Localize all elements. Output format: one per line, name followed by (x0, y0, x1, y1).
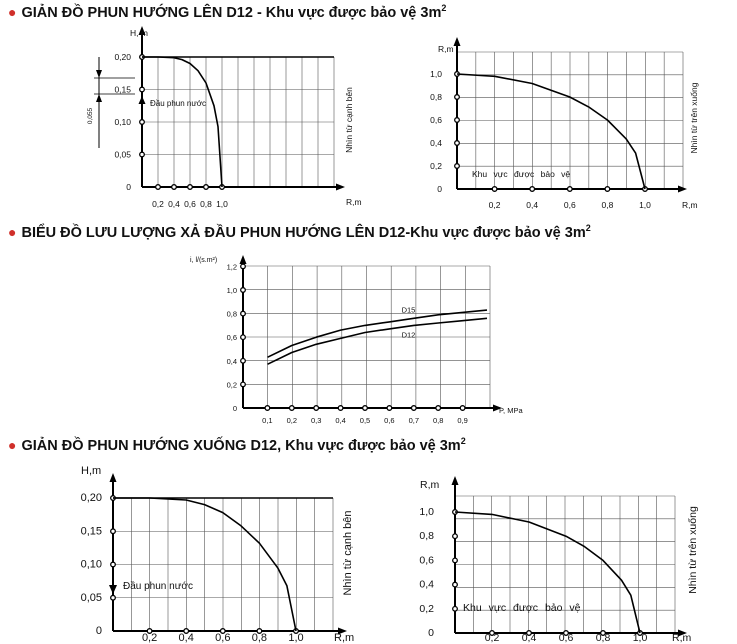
up-top-y-tick-marker (455, 95, 460, 100)
up-side-dimension-arrow-icon (96, 94, 102, 102)
down-top-y-axis-label: R,m (420, 479, 440, 491)
flow-y-tick-marker (241, 288, 246, 293)
up-side-y-tick-marker (140, 87, 145, 92)
down-side-x-axis-label: R,m (334, 632, 355, 644)
flow-x-tick-label: 0,3 (310, 416, 322, 425)
down-side-y-axis-label: H,m (81, 465, 102, 477)
up-side-annotation: Đầu phun nước (150, 99, 206, 108)
down-top-series-line (455, 512, 640, 633)
down-top-y-tick-label: 0,4 (419, 578, 434, 591)
up-side-dimension-label: 0,055 (87, 107, 94, 125)
flow-y-tick-label: 0,8 (226, 309, 237, 319)
up-top-x-tick-label: 0,6 (563, 200, 576, 210)
flow-x-tick-marker (314, 406, 319, 411)
up-side-y-tick-label: 0,20 (114, 52, 131, 62)
flow-y-tick-label: 1,2 (226, 262, 237, 272)
down-side-x-tick-label: 0,4 (178, 632, 194, 644)
flow-x-tick-marker (363, 406, 368, 411)
flow-y-tick-label: 0,6 (226, 333, 237, 343)
up-top-annotation: Khu vực được bảo vệ (472, 169, 571, 179)
down-top-x-tick-label: 1,0 (632, 632, 648, 644)
flow-x-tick-label: 0,1 (262, 416, 273, 425)
up-side-y-tick-marker (140, 152, 145, 157)
up-top-x-tick-marker (568, 187, 573, 192)
down-side-annotation: Đầu phun nước (123, 581, 193, 592)
up-side-x-tick-label: 0,6 (184, 199, 196, 209)
flow-x-tick-marker (387, 406, 392, 411)
up-top-x-tick-marker (605, 187, 610, 192)
down-side-y-arrow-icon (110, 473, 117, 482)
up-top-y-tick-marker (455, 118, 460, 123)
down-top-x-tick-label: 0,2 (484, 632, 500, 644)
flow-series-label: D15 (401, 305, 416, 315)
up-top-x-tick-label: 1,0 (639, 200, 651, 210)
flow-x-tick-label: 0,8 (432, 416, 444, 425)
up-top-y-tick-label: 0,6 (430, 115, 442, 125)
down-top-y-tick-marker (453, 582, 458, 587)
superscript: 2 (441, 3, 447, 13)
down-top-y-tick-label: 0,8 (419, 530, 434, 543)
up-top-y-tick-label: 0,8 (430, 92, 442, 102)
down-side-x-tick-label: 0,8 (251, 632, 268, 644)
flow-x-axis-label: P, MPa (499, 406, 523, 415)
up-side-x-tick-marker (188, 185, 193, 190)
down-side-y-tick-label: 0,10 (80, 558, 102, 571)
up-top-x-tick-label: 0,8 (601, 200, 614, 210)
up-side-y-tick-label: 0 (126, 182, 131, 192)
down-top-x-tick-label: 0,6 (558, 632, 574, 644)
flow-x-tick-label: 0,4 (335, 416, 346, 425)
flow-x-tick-marker (290, 406, 295, 411)
up-side-dimension-arrow-icon (96, 70, 102, 78)
flow-x-tick-label: 0,9 (457, 416, 468, 425)
up-side-y-tick-label: 0,05 (114, 149, 131, 160)
up-side-x-tick-marker (156, 185, 161, 190)
down-top-x-tick-label: 0,8 (595, 632, 611, 644)
up-side-x-tick-label: 1,0 (216, 199, 228, 209)
down-side-y-tick-label: 0 (95, 625, 102, 637)
flow-y-tick-label: 1,0 (226, 286, 237, 295)
flow-series-line (267, 318, 487, 364)
up-top-x-axis-label: R,m (682, 200, 698, 210)
down-side-y-tick-marker (111, 595, 116, 600)
up-top-y-axis-label: R,m (438, 44, 454, 54)
heading-flow-text: BIỂU ĐỒ LƯU LƯỢNG XẢ ĐẦU PHUN HƯỚNG LÊN D12-Khu vực được bảo vệ 3m (21, 224, 586, 241)
down-top-y-tick-marker (453, 607, 458, 612)
heading-spray-down-text: GIẢN ĐỒ PHUN HƯỚNG XUỐNG D12, Khu vực được bảo vệ 3m (21, 437, 461, 454)
up-side-nozzle-arrow-icon (139, 96, 146, 104)
down-side-x-tick-label: 1,0 (288, 632, 304, 644)
down-top-x-tick-label: 0,4 (521, 632, 537, 644)
down-side-y-tick-marker (111, 529, 116, 534)
superscript: 2 (460, 436, 466, 446)
up-top-x-tick-marker (492, 187, 497, 192)
up-side-side-label: Nhìn từ cạnh bên (344, 87, 354, 153)
down-side-nozzle-arrow-icon (109, 585, 117, 594)
up-top-y-tick-label: 0,2 (430, 161, 442, 171)
flow-y-tick-marker (241, 264, 246, 269)
up-top-x-tick-label: 0,4 (526, 200, 539, 210)
flow-y-axis-label: i, l/(s.m²) (190, 257, 218, 264)
flow-y-tick-marker (241, 335, 246, 340)
flow-y-tick-label: 0,4 (226, 356, 237, 366)
up-side-x-tick-label: 0,2 (152, 199, 164, 209)
heading-spray-up-text: GIẢN ĐỒ PHUN HƯỚNG LÊN D12 - Khu vực được bảo vệ 3m (21, 4, 442, 21)
up-top-y-arrow-icon (454, 37, 461, 46)
flow-series-label: D12 (401, 330, 416, 340)
down-side-x-tick-label: 0,2 (141, 632, 158, 644)
down-side-y-tick-marker (111, 562, 116, 567)
up-top-x-tick-label: 0,2 (488, 200, 501, 210)
up-top-y-tick-marker (455, 141, 460, 146)
up-side-x-tick-label: 0,4 (168, 199, 180, 209)
flow-x-tick-marker (412, 406, 417, 411)
down-top-y-tick-label: 1,0 (419, 506, 434, 518)
flow-x-tick-label: 0,5 (359, 416, 371, 425)
down-side-y-tick-label: 0,20 (80, 492, 102, 504)
up-side-x-tick-label: 0,8 (200, 199, 212, 209)
up-side-x-tick-marker (172, 185, 177, 190)
up-top-y-tick-marker (455, 164, 460, 169)
flow-y-tick-marker (241, 359, 246, 364)
flow-y-tick-label: 0,2 (226, 380, 237, 390)
up-side-y-axis-label: H, m (130, 28, 148, 38)
flow-x-tick-marker (460, 406, 465, 411)
down-side-y-tick-label: 0,15 (80, 525, 102, 538)
flow-x-tick-label: 0,2 (286, 416, 298, 425)
down-top-x-axis-label: R,m (672, 632, 692, 644)
flow-x-tick-marker (265, 406, 270, 411)
bullet-icon: ● (8, 223, 17, 240)
flow-y-tick-marker (241, 382, 246, 387)
down-top-y-tick-marker (453, 558, 458, 563)
down-side-side-label: Nhìn từ cạnh bên (342, 510, 354, 596)
bullet-icon: ● (8, 3, 17, 20)
up-top-x-arrow-icon (678, 186, 687, 193)
up-side-y-tick-label: 0,10 (114, 117, 131, 127)
up-side-y-tick-marker (140, 120, 145, 125)
down-top-y-tick-label: 0,2 (419, 602, 434, 615)
up-side-x-arrow-icon (336, 184, 345, 191)
up-top-y-tick-label: 0 (437, 184, 442, 194)
up-top-side-label: Nhìn từ trên xuống (689, 82, 699, 154)
bullet-icon: ● (8, 436, 17, 453)
superscript: 2 (585, 223, 591, 233)
flow-x-tick-label: 0,6 (384, 416, 395, 425)
up-side-x-tick-marker (204, 185, 209, 190)
flow-x-tick-marker (436, 406, 441, 411)
up-top-x-tick-marker (530, 187, 535, 192)
flow-y-arrow-icon (240, 255, 247, 264)
down-top-side-label: Nhìn từ trên xuống (687, 506, 699, 594)
down-top-y-tick-label: 0 (428, 627, 434, 639)
down-top-annotation: Khu vực được bảo vệ (463, 602, 581, 614)
flow-x-tick-label: 0,7 (408, 416, 420, 425)
flow-y-tick-marker (241, 311, 246, 316)
down-side-y-tick-label: 0,05 (80, 591, 102, 604)
up-top-y-tick-label: 1,0 (430, 69, 442, 79)
up-side-x-axis-label: R,m (346, 197, 362, 207)
down-top-y-arrow-icon (452, 476, 459, 485)
flow-y-tick-label: 0 (232, 404, 237, 413)
down-side-x-tick-label: 0,6 (215, 632, 231, 644)
up-side-y-tick-label: 0,15 (114, 84, 131, 95)
flow-x-tick-marker (338, 406, 343, 411)
up-top-y-tick-label: 0,4 (430, 138, 442, 148)
down-top-y-tick-label: 0,6 (419, 554, 434, 567)
down-top-y-tick-marker (453, 534, 458, 539)
